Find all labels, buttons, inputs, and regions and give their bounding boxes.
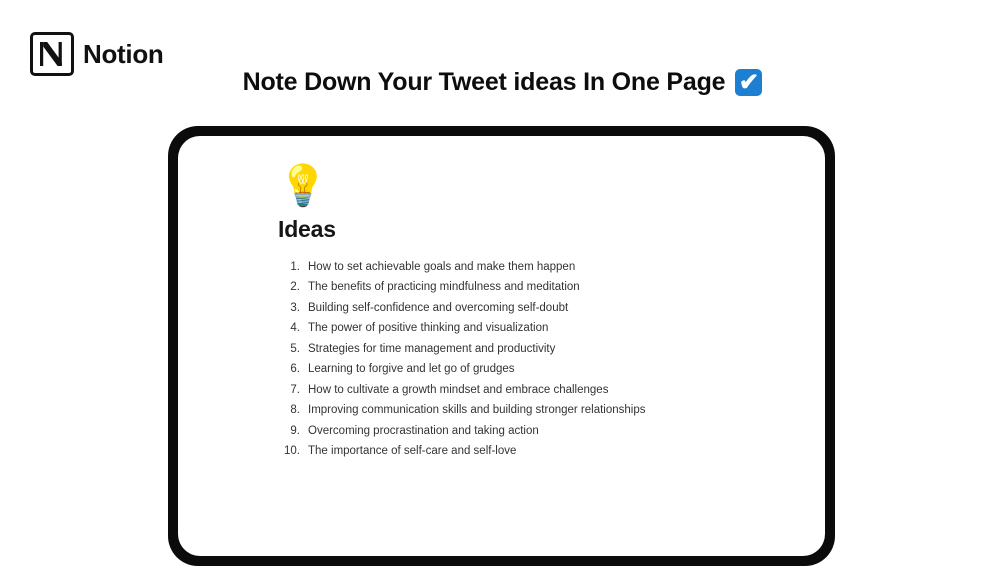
list-item[interactable] [278, 339, 785, 360]
list-item-number: 8. [290, 404, 300, 416]
list-item[interactable] [278, 278, 785, 299]
list-item-number: 9. [290, 424, 300, 437]
list-item-text: The benefits of practicing mindfulness and meditation [308, 281, 580, 293]
list-item-number: 3. [290, 301, 300, 314]
list-item[interactable] [278, 319, 785, 340]
list-item[interactable] [278, 360, 785, 381]
list-item-number: 1. [290, 260, 300, 273]
list-item-text: Improving communication skills and building stronger relationships [308, 404, 646, 416]
list-item[interactable] [278, 298, 785, 319]
list-item[interactable] [278, 421, 785, 442]
list-item-number: 7. [290, 383, 300, 396]
list-item-text: Overcoming procrastination and taking action [308, 424, 539, 437]
list-item[interactable] [278, 257, 785, 278]
list-item-text: How to cultivate a growth mindset and embrace challenges [308, 383, 609, 396]
list-item-text: The importance of self-care and self-love [308, 445, 517, 457]
list-item-text: Learning to forgive and let go of grudges [308, 363, 515, 375]
list-item-number: 2. [290, 281, 300, 293]
light-bulb-emoji[interactable]: 💡 [278, 164, 328, 208]
headline-text: Note Down Your Tweet ideas In One Page [242, 68, 726, 96]
idea-list [278, 257, 785, 462]
tablet-frame [168, 126, 835, 566]
white-check-mark-emoji: ✔ [735, 69, 762, 96]
page-title [0, 68, 1005, 97]
list-item[interactable] [278, 380, 785, 401]
list-item[interactable] [278, 401, 785, 422]
list-item-number: 5. [290, 342, 300, 355]
notion-brand-name: Notion [83, 38, 164, 69]
list-item[interactable] [278, 442, 785, 463]
list-item-text: The power of positive thinking and visualization [308, 322, 549, 334]
list-item-number: 10. [284, 445, 300, 457]
list-item-number: 6. [290, 363, 300, 375]
list-item-number: 4. [290, 322, 300, 334]
notion-page-title[interactable]: Ideas [278, 216, 336, 242]
list-item-text: Building self-confidence and overcoming self-doubt [308, 301, 569, 314]
notion-page [278, 166, 785, 462]
list-item-text: Strategies for time management and productivity [308, 342, 556, 355]
list-item-text: How to set achievable goals and make them happen [308, 260, 576, 273]
tablet-screen [178, 136, 825, 556]
